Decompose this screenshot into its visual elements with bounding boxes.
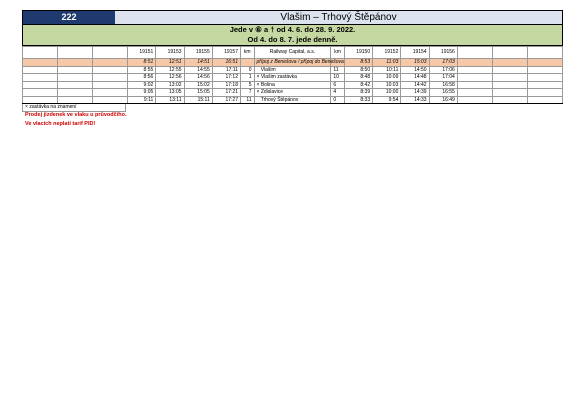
request-stop-icon: × [256, 89, 260, 95]
empty-cell [23, 66, 58, 74]
carrier-name: Railway Capital, a.s. [254, 47, 331, 59]
station-row [23, 96, 563, 104]
empty-cell [492, 89, 527, 97]
empty-cell [58, 89, 93, 97]
km-value: 0 [240, 66, 254, 74]
route-name: Vlašim – Trhový Štěpánov [115, 11, 562, 24]
station-name [254, 74, 331, 82]
station-label: Bolina [260, 81, 275, 88]
departure-time: 9:11 [128, 96, 156, 104]
connection-time: 15:03 [401, 59, 429, 67]
departure-time: 8:48 [344, 74, 372, 82]
departure-time: 12:55 [156, 66, 184, 74]
empty-cell [23, 74, 58, 82]
empty-cell [58, 59, 93, 67]
departure-time: 14:33 [401, 96, 429, 104]
connection-time: 8:51 [128, 59, 156, 67]
empty-cell [58, 66, 93, 74]
empty-cell [457, 59, 492, 67]
km-value: 1 [240, 74, 254, 82]
empty-cell [93, 81, 128, 89]
request-stop-icon: × [25, 104, 28, 110]
connection-time: 8:53 [344, 59, 372, 67]
departure-time: 9:05 [128, 89, 156, 97]
train-number: 19157 [212, 47, 240, 59]
departure-time: 15:11 [184, 96, 212, 104]
departure-time: 10:00 [373, 89, 401, 97]
departure-time: 15:02 [184, 81, 212, 89]
empty-cell [527, 96, 562, 104]
departure-time: 8:56 [128, 74, 156, 82]
departure-time: 17:27 [212, 96, 240, 104]
km-value: 10 [331, 74, 345, 82]
empty-cell [492, 81, 527, 89]
departure-time: 17:06 [429, 66, 457, 74]
empty-cell [23, 89, 58, 97]
empty-cell [527, 66, 562, 74]
departure-time: 16:58 [429, 81, 457, 89]
station-name [254, 81, 331, 89]
departure-time: 9:02 [128, 81, 156, 89]
km-value: 7 [240, 89, 254, 97]
connection-from-label: přípoj z Benešova [256, 59, 297, 65]
station-label: Zdislavice [260, 89, 284, 95]
train-number: 19151 [128, 47, 156, 59]
empty-cell [492, 96, 527, 104]
empty-cell [23, 59, 58, 67]
train-number: 19156 [429, 47, 457, 59]
departure-time: 10:09 [373, 74, 401, 82]
station-row [23, 89, 563, 97]
departure-time: 14:42 [401, 81, 429, 89]
request-stop-icon: × [256, 74, 260, 80]
departure-time: 17:11 [212, 66, 240, 74]
empty-cell [240, 59, 254, 67]
departure-time: 8:42 [344, 81, 372, 89]
empty-cell [93, 66, 128, 74]
empty-cell [527, 89, 562, 97]
timetable-grid [22, 46, 563, 104]
empty-cell [58, 47, 93, 59]
departure-time: 16:49 [429, 96, 457, 104]
empty-cell [457, 47, 492, 59]
connection-time: 17:03 [429, 59, 457, 67]
departure-time: 17:21 [212, 89, 240, 97]
km-value: 6 [331, 81, 345, 89]
empty-cell [58, 74, 93, 82]
station-name [254, 89, 331, 97]
departure-time: 13:02 [156, 81, 184, 89]
km-value: 11 [331, 66, 345, 74]
empty-cell [457, 66, 492, 74]
station-label: Trhový Štěpánov [260, 96, 299, 103]
departure-time: 10:11 [373, 66, 401, 74]
train-number: 19152 [373, 47, 401, 59]
empty-cell [527, 47, 562, 59]
connection-to-label: přípoj do Benešova [300, 59, 344, 65]
station-row [23, 74, 563, 82]
km-value: 5 [240, 81, 254, 89]
departure-time: 17:12 [212, 74, 240, 82]
empty-cell [492, 66, 527, 74]
departure-time: 17:18 [212, 81, 240, 89]
station-label: Vlašim [260, 66, 276, 73]
empty-cell [93, 96, 128, 104]
line-number: 222 [23, 11, 115, 24]
departure-time: 13:11 [156, 96, 184, 104]
departure-time: 14:50 [401, 66, 429, 74]
station-row [23, 66, 563, 74]
empty-cell [93, 89, 128, 97]
empty-cell [93, 74, 128, 82]
validity-line-2: Od 4. do 8. 7. jede denně. [247, 35, 338, 44]
empty-cell [58, 96, 93, 104]
km-value: 0 [331, 96, 345, 104]
connection-time: 11:03 [373, 59, 401, 67]
connection-time: 14:51 [184, 59, 212, 67]
empty-cell [93, 47, 128, 59]
train-number: 19150 [344, 47, 372, 59]
empty-cell [457, 74, 492, 82]
empty-cell [93, 59, 128, 67]
station-row [23, 81, 563, 89]
timetable-sheet [22, 10, 563, 112]
departure-time: 12:56 [156, 74, 184, 82]
departure-time: 14:55 [184, 66, 212, 74]
km-header: km [331, 47, 345, 59]
notes [25, 111, 126, 129]
station-name [254, 96, 331, 104]
departure-time: 14:56 [184, 74, 212, 82]
departure-time: 8:33 [344, 96, 372, 104]
connection-time: 16:51 [212, 59, 240, 67]
title-bar [22, 10, 563, 25]
departure-time: 8:50 [344, 66, 372, 74]
empty-cell [457, 96, 492, 104]
station-name [254, 66, 331, 74]
empty-cell [527, 74, 562, 82]
empty-cell [23, 81, 58, 89]
empty-cell [457, 89, 492, 97]
departure-time: 10:03 [373, 81, 401, 89]
departure-time: 8:55 [128, 66, 156, 74]
validity-line-1: Jede v ⑥ a † od 4. 6. do 28. 9. 2022. [229, 25, 356, 34]
connection-time: 12:51 [156, 59, 184, 67]
legend-text: zastávka na znamení [29, 104, 77, 110]
validity-box [22, 25, 563, 46]
train-number-row [23, 47, 563, 59]
km-value: 4 [331, 89, 345, 97]
empty-cell [492, 74, 527, 82]
empty-cell [457, 81, 492, 89]
connection-labels: přípoj z Benešova / přípoj do Benešova [254, 59, 331, 67]
train-number: 19153 [156, 47, 184, 59]
request-stop-icon: × [256, 81, 260, 88]
note-ticket-sale: Prodej jízdenek ve vlaku u průvodčího. [25, 112, 127, 118]
departure-time: 9:54 [373, 96, 401, 104]
empty-cell [527, 59, 562, 67]
station-label: Vlašim zastávka [260, 74, 297, 80]
empty-cell [492, 59, 527, 67]
departure-time: 17:04 [429, 74, 457, 82]
km-value: 11 [240, 96, 254, 104]
departure-time: 8:39 [344, 89, 372, 97]
note-pid-tariff: Ve vlacích neplatí tarif PID! [25, 121, 96, 127]
departure-time: 15:05 [184, 89, 212, 97]
departure-time: 14:48 [401, 74, 429, 82]
empty-cell [492, 47, 527, 59]
departure-time: 13:05 [156, 89, 184, 97]
empty-cell [23, 47, 58, 59]
empty-cell [23, 96, 58, 104]
train-number: 19154 [401, 47, 429, 59]
departure-time: 16:55 [429, 89, 457, 97]
train-number: 19155 [184, 47, 212, 59]
empty-cell [58, 81, 93, 89]
empty-cell [527, 81, 562, 89]
km-header: km [240, 47, 254, 59]
departure-time: 14:39 [401, 89, 429, 97]
connection-row [23, 59, 563, 67]
